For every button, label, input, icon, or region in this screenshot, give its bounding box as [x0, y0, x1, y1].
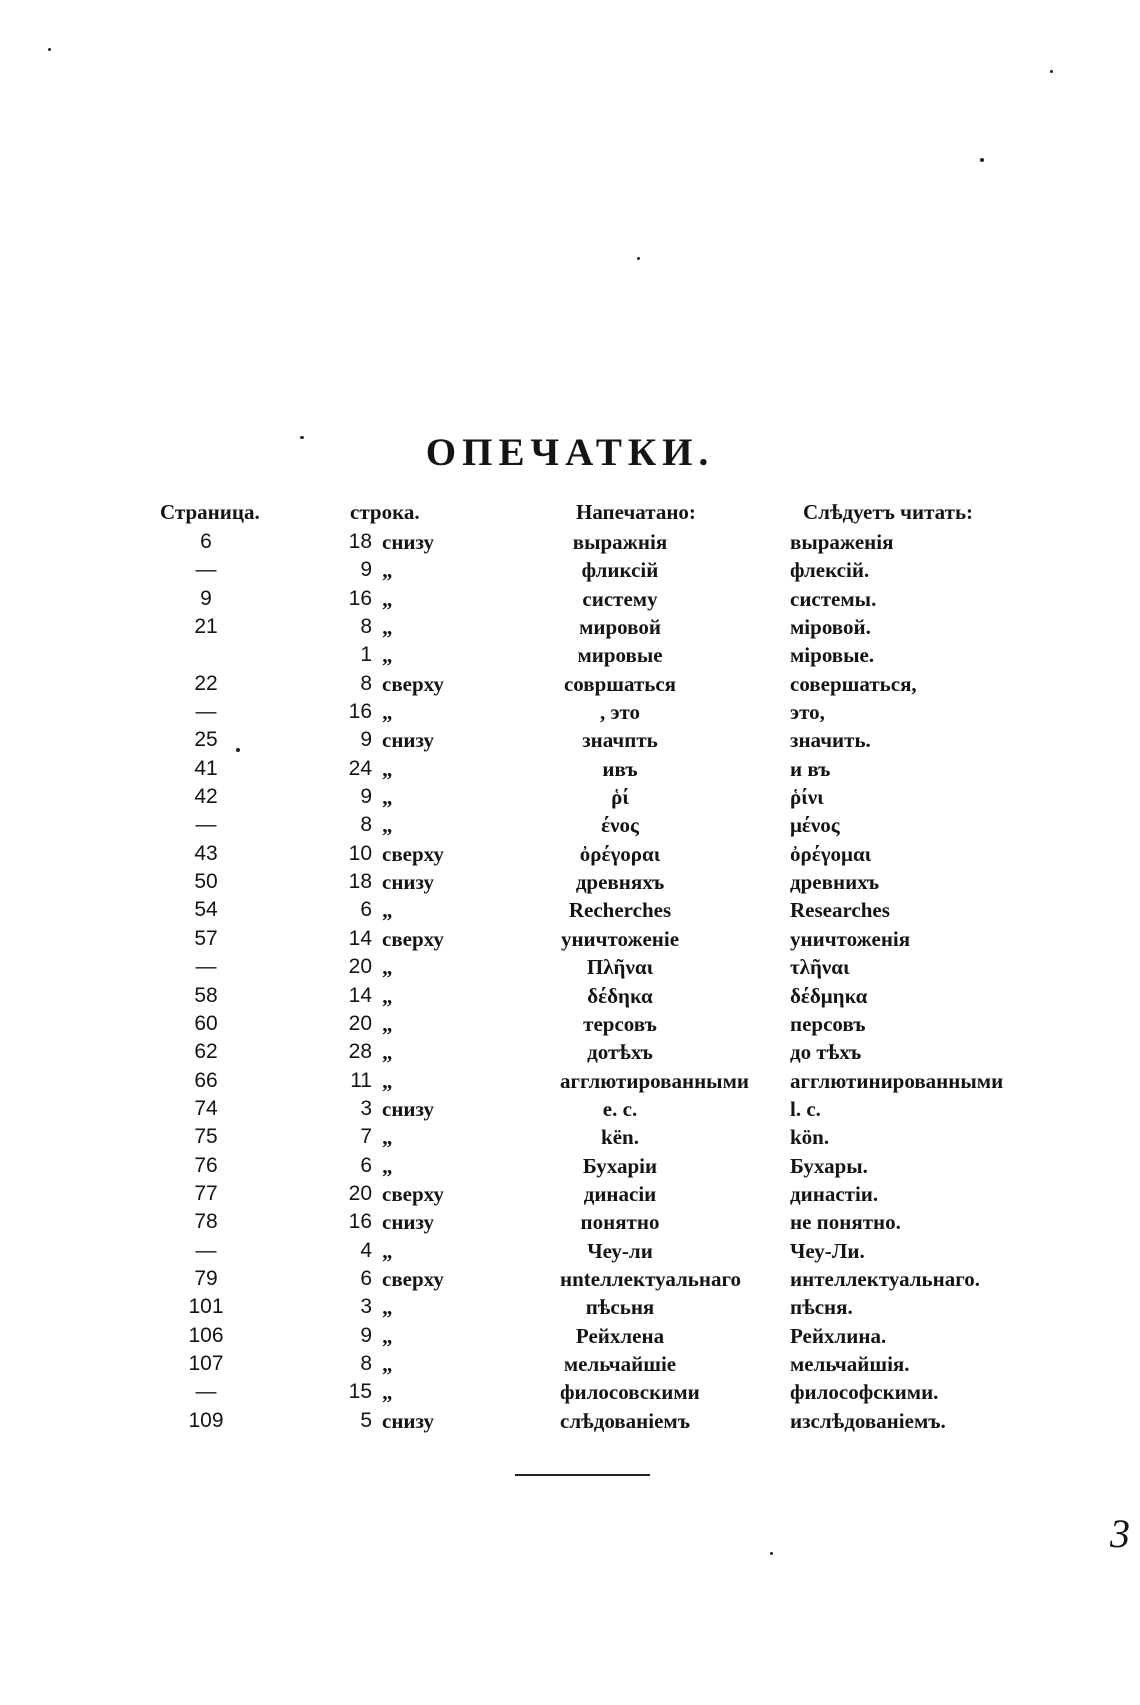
cell-page: 60 — [194, 1011, 218, 1035]
cell-position: „ — [382, 1295, 393, 1320]
table-row — [0, 1380, 1140, 1408]
cell-printed: филосовскими — [560, 1380, 700, 1405]
cell-correct: τλῆναι — [790, 955, 850, 980]
cell-line: 16 — [348, 1210, 372, 1234]
cell-printed: мировые — [577, 643, 663, 668]
cell-printed: ένος — [601, 813, 639, 838]
table-row — [0, 558, 1140, 586]
header-page: Страница. — [160, 500, 260, 524]
page-title: ОПЕЧАТКИ. — [425, 431, 715, 474]
table-row — [0, 842, 1140, 870]
cell-page: 109 — [188, 1408, 224, 1432]
cell-page: — — [195, 1380, 217, 1404]
cell-position: „ — [382, 1323, 393, 1348]
cell-correct: ῥίνι — [790, 785, 824, 810]
cell-position: „ — [382, 1040, 393, 1065]
cell-page: — — [195, 955, 217, 979]
cell-correct: міровой. — [790, 615, 871, 640]
cell-position: „ — [382, 558, 393, 583]
scan-speck — [1050, 70, 1053, 73]
cell-printed: ивъ — [602, 756, 638, 781]
cell-line: 20 — [348, 955, 372, 979]
cell-position: сверху — [382, 1266, 444, 1291]
cell-page: 101 — [188, 1295, 224, 1319]
cell-page: 6 — [200, 530, 212, 553]
table-row — [0, 927, 1140, 955]
table-row — [0, 1154, 1140, 1182]
cell-position: „ — [382, 983, 393, 1008]
table-row — [0, 1069, 1140, 1097]
cell-correct: совершаться, — [790, 671, 917, 696]
cell-page: 74 — [194, 1096, 218, 1120]
cell-position: „ — [382, 1125, 393, 1150]
cell-line: 28 — [348, 1040, 372, 1064]
cell-line: 18 — [348, 530, 372, 553]
cell-position: „ — [382, 785, 393, 810]
table-row — [0, 1040, 1140, 1068]
cell-printed: систему — [582, 586, 658, 611]
table-row — [0, 1182, 1140, 1210]
cell-printed: мельчайшіе — [563, 1351, 677, 1376]
cell-page: 50 — [194, 870, 218, 894]
cell-printed: значпть — [582, 728, 658, 753]
cell-printed: мировой — [579, 615, 661, 640]
cell-line: 9 — [360, 1323, 372, 1347]
cell-page: 22 — [194, 671, 218, 695]
cell-correct: и въ — [790, 756, 831, 781]
cell-position: „ — [382, 700, 393, 725]
cell-page: 78 — [194, 1210, 218, 1234]
cell-line: 8 — [360, 671, 372, 695]
scan-speck — [770, 1552, 773, 1555]
cell-line: 16 — [348, 700, 372, 724]
cell-position: снизу — [382, 870, 435, 895]
cell-correct: мельчайшія. — [790, 1351, 910, 1376]
cell-line: 6 — [360, 1153, 372, 1177]
cell-page: 76 — [194, 1153, 218, 1177]
table-row — [0, 1324, 1140, 1352]
cell-correct: значить. — [790, 728, 871, 753]
cell-printed: агглютированными — [560, 1068, 749, 1093]
cell-printed: ὀρέγοραι — [579, 841, 661, 866]
cell-line: 5 — [360, 1408, 372, 1432]
cell-line: 8 — [360, 615, 372, 639]
cell-correct: древнихъ — [790, 870, 880, 895]
cell-printed: дотѣхъ — [587, 1040, 653, 1065]
table-row — [0, 1267, 1140, 1295]
cell-line: 6 — [360, 898, 372, 922]
cell-line: 20 — [348, 1181, 372, 1205]
table-row — [0, 757, 1140, 785]
header-read: Слѣдуетъ читать: — [803, 500, 974, 524]
cell-correct: Рейхлина. — [790, 1323, 887, 1348]
scan-speck — [637, 257, 640, 260]
cell-printed: слѣдованіемъ — [560, 1408, 690, 1433]
table-row — [0, 530, 1140, 558]
cell-correct: пѣсня. — [790, 1295, 853, 1320]
header-line: строка. — [350, 500, 420, 524]
cell-correct: уничтоженія — [790, 926, 911, 951]
cell-page: 54 — [194, 898, 218, 922]
table-row — [0, 587, 1140, 615]
cell-position: „ — [382, 586, 393, 611]
cell-printed: , это — [599, 700, 641, 725]
cell-page: — — [195, 700, 217, 724]
scan-speck — [300, 436, 304, 439]
cell-printed: древняхъ — [575, 870, 665, 895]
cell-correct: не понятно. — [790, 1210, 901, 1235]
cell-line: 10 — [348, 841, 372, 865]
cell-line: 14 — [348, 983, 372, 1007]
cell-line: 8 — [360, 1351, 372, 1375]
cell-page: 41 — [194, 756, 218, 780]
cell-line: 16 — [348, 586, 372, 610]
cell-line: 14 — [348, 926, 372, 950]
cell-page: 58 — [194, 983, 218, 1007]
cell-line: 9 — [360, 558, 372, 582]
cell-line: 9 — [360, 728, 372, 752]
cell-printed: е. с. — [602, 1096, 638, 1121]
table-row — [0, 984, 1140, 1012]
cell-correct: агглютинированными — [790, 1068, 1004, 1093]
cell-printed: Recherches — [568, 898, 672, 923]
cell-page: 25 — [194, 728, 218, 752]
table-row — [0, 813, 1140, 841]
table-row — [0, 615, 1140, 643]
table-row — [0, 1239, 1140, 1267]
cell-correct: Researches — [790, 898, 890, 923]
table-row — [0, 785, 1140, 813]
cell-page: 57 — [194, 926, 218, 950]
cell-line: 15 — [348, 1380, 372, 1404]
table-row — [0, 1210, 1140, 1238]
cell-position: снизу — [382, 530, 435, 554]
cell-printed: Чеу-ли — [587, 1238, 653, 1263]
scan-speck — [236, 748, 240, 752]
cell-correct: философскими. — [790, 1380, 939, 1405]
cell-line: 3 — [360, 1295, 372, 1319]
cell-printed: kёn. — [601, 1125, 639, 1150]
cell-correct: династіи. — [790, 1181, 879, 1206]
cell-line: 9 — [360, 785, 372, 809]
cell-position: снизу — [382, 728, 435, 753]
cell-printed: фликсій — [581, 558, 659, 583]
divider — [515, 1474, 650, 1476]
scan-speck — [48, 48, 51, 51]
cell-page: 79 — [194, 1266, 218, 1290]
cell-line: 11 — [350, 1068, 372, 1092]
table-row — [0, 1409, 1140, 1437]
table-row — [0, 1097, 1140, 1125]
cell-position: сверху — [382, 926, 444, 951]
cell-position: „ — [382, 898, 393, 923]
cell-line: 4 — [360, 1238, 372, 1262]
table-row — [0, 955, 1140, 983]
cell-correct: персовъ — [790, 1011, 866, 1036]
cell-printed: нntеллектуальнаго — [560, 1266, 742, 1291]
cell-line: 1 — [360, 643, 372, 667]
cell-correct: l. с. — [790, 1096, 821, 1121]
cell-position: сверху — [382, 671, 444, 696]
cell-correct: δέδμηκα — [790, 983, 868, 1008]
scan-speck — [980, 158, 984, 162]
cell-page: 42 — [194, 785, 218, 809]
cell-position: „ — [382, 955, 393, 980]
cell-correct: системы. — [790, 586, 877, 611]
table-row — [0, 728, 1140, 756]
cell-line: 3 — [360, 1096, 372, 1120]
cell-correct: Чеу-Ли. — [790, 1238, 865, 1263]
cell-page: — — [195, 1238, 217, 1262]
cell-position: „ — [382, 643, 393, 668]
table-row — [0, 898, 1140, 926]
cell-page: 75 — [194, 1125, 218, 1149]
cell-position: „ — [382, 813, 393, 838]
cell-position: „ — [382, 615, 393, 640]
cell-correct: kön. — [790, 1125, 830, 1150]
cell-printed: Бухаріи — [582, 1153, 658, 1178]
cell-correct: флексій. — [790, 558, 870, 583]
cell-position: „ — [382, 1238, 393, 1263]
cell-correct: до тѣхъ — [790, 1040, 862, 1065]
cell-position: „ — [382, 1380, 393, 1405]
header-printed: Напечатано: — [576, 500, 696, 524]
cell-line: 20 — [348, 1011, 372, 1035]
cell-position: „ — [382, 756, 393, 781]
table-row — [0, 870, 1140, 898]
cell-page: 62 — [194, 1040, 218, 1064]
cell-printed: совршаться — [563, 671, 677, 696]
cell-position: снизу — [382, 1408, 435, 1433]
cell-position: „ — [382, 1351, 393, 1376]
cell-line: 7 — [360, 1125, 372, 1149]
cell-printed: δέδηκα — [587, 983, 653, 1008]
table-row — [0, 672, 1140, 700]
cell-printed: понятно — [580, 1210, 660, 1235]
cell-line: 8 — [360, 813, 372, 837]
table-row — [0, 1352, 1140, 1380]
cell-correct: изслѣдованіемъ. — [790, 1408, 946, 1433]
cell-position: „ — [382, 1068, 393, 1093]
cell-page: 43 — [194, 841, 218, 865]
cell-line: 18 — [348, 870, 372, 894]
cell-page: — — [195, 558, 217, 582]
cell-page: 21 — [194, 615, 218, 639]
table-row — [0, 643, 1140, 671]
cell-page: 9 — [200, 586, 212, 610]
cell-correct: это, — [790, 700, 825, 725]
errata-table — [0, 530, 1140, 1437]
cell-page: — — [195, 813, 217, 837]
cell-line: 6 — [360, 1266, 372, 1290]
cell-printed: выражнія — [572, 530, 668, 554]
cell-position: сверху — [382, 841, 444, 866]
cell-printed: пѣсьня — [585, 1295, 655, 1320]
table-row — [0, 1125, 1140, 1153]
cell-correct: интеллектуальнаго. — [790, 1266, 981, 1291]
cell-printed: Рейхлена — [575, 1323, 665, 1348]
cell-position: снизу — [382, 1210, 435, 1235]
cell-printed: Πλῆναι — [586, 955, 654, 980]
cell-position: сверху — [382, 1181, 444, 1206]
cell-line: 24 — [348, 756, 372, 780]
cell-printed: терсовъ — [583, 1011, 657, 1036]
cell-page: 107 — [188, 1351, 224, 1375]
cell-correct: выраженія — [790, 530, 894, 554]
cell-printed: уничтоженіе — [560, 926, 680, 951]
table-row — [0, 700, 1140, 728]
cell-page: 106 — [188, 1323, 224, 1347]
cell-correct: ὀρέγομαι — [790, 841, 872, 866]
cell-correct: Бухары. — [790, 1153, 868, 1178]
table-row — [0, 1012, 1140, 1040]
page-number: 3 — [1110, 1511, 1130, 1556]
table-row — [0, 1295, 1140, 1323]
cell-page: 77 — [194, 1181, 218, 1205]
cell-printed: динасіи — [583, 1181, 657, 1206]
cell-correct: μένος — [790, 813, 840, 838]
cell-position: „ — [382, 1153, 393, 1178]
cell-position: снизу — [382, 1096, 435, 1121]
cell-correct: міровые. — [790, 643, 875, 668]
cell-position: „ — [382, 1011, 393, 1036]
cell-printed: ῥί — [611, 785, 629, 810]
cell-page: 66 — [194, 1068, 218, 1092]
